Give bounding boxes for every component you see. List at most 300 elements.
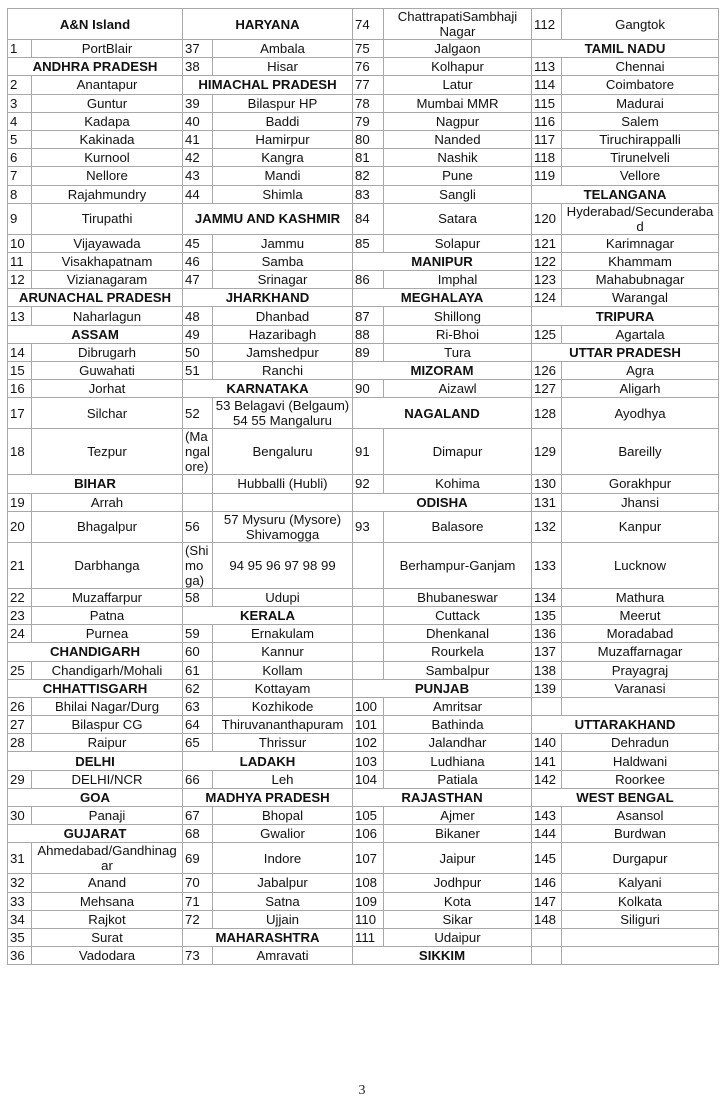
city-name: Bilaspur HP xyxy=(213,94,353,112)
city-name xyxy=(213,493,353,511)
city-name: Kakinada xyxy=(32,130,183,148)
city-number: 67 xyxy=(183,807,213,825)
state-header: PUNJAB xyxy=(353,679,532,697)
table-row xyxy=(8,149,719,167)
city-number: 52 xyxy=(183,398,213,429)
table-row xyxy=(8,588,719,606)
city-number xyxy=(353,588,384,606)
city-number: 100 xyxy=(353,697,384,715)
city-number: 34 xyxy=(8,910,32,928)
city-name: Gorakhpur xyxy=(562,475,719,493)
city-name: Kozhikode xyxy=(213,697,353,715)
city-number: 40 xyxy=(183,112,213,130)
city-name: Moradabad xyxy=(562,625,719,643)
city-number: 90 xyxy=(353,380,384,398)
city-name: Anantapur xyxy=(32,76,183,94)
table-row xyxy=(8,58,719,76)
city-number: 102 xyxy=(353,734,384,752)
city-name: Jammu xyxy=(213,234,353,252)
city-name: Mehsana xyxy=(32,892,183,910)
city-number: 144 xyxy=(532,825,562,843)
city-name: Ernakulam xyxy=(213,625,353,643)
city-number: 112 xyxy=(532,9,562,40)
city-number: 134 xyxy=(532,588,562,606)
city-name: Tiruchirappalli xyxy=(562,130,719,148)
table-row xyxy=(8,112,719,130)
city-number: 105 xyxy=(353,807,384,825)
city-number: 127 xyxy=(532,380,562,398)
city-name: Dehradun xyxy=(562,734,719,752)
city-name: Bhilai Nagar/Durg xyxy=(32,697,183,715)
state-header: UTTARAKHAND xyxy=(532,716,719,734)
city-number: 44 xyxy=(183,185,213,203)
city-number: 80 xyxy=(353,130,384,148)
city-name: DELHI/NCR xyxy=(32,770,183,788)
city-number: 123 xyxy=(532,271,562,289)
city-name: Guwahati xyxy=(32,362,183,380)
city-number: 61 xyxy=(183,661,213,679)
city-name: Jorhat xyxy=(32,380,183,398)
table-row xyxy=(8,40,719,58)
city-name: Hazaribagh xyxy=(213,325,353,343)
table-row xyxy=(8,892,719,910)
city-name: Bikaner xyxy=(384,825,532,843)
city-number: 130 xyxy=(532,475,562,493)
city-number: 125 xyxy=(532,325,562,343)
city-number: (Shimoga) xyxy=(183,542,213,588)
city-number: 108 xyxy=(353,874,384,892)
city-number: 63 xyxy=(183,697,213,715)
city-number: 60 xyxy=(183,643,213,661)
city-number: 79 xyxy=(353,112,384,130)
city-name: Tirunelveli xyxy=(562,149,719,167)
city-name: Dimapur xyxy=(384,429,532,475)
city-name: Coimbatore xyxy=(562,76,719,94)
state-header: HIMACHAL PRADESH xyxy=(183,76,353,94)
city-name: Vadodara xyxy=(32,947,183,965)
state-header: JHARKHAND xyxy=(183,289,353,307)
city-name: Kolhapur xyxy=(384,58,532,76)
city-number: 70 xyxy=(183,874,213,892)
city-name: PortBlair xyxy=(32,40,183,58)
city-number: 122 xyxy=(532,252,562,270)
city-number xyxy=(353,542,384,588)
city-name: Vellore xyxy=(562,167,719,185)
city-name: Kalyani xyxy=(562,874,719,892)
city-number: 107 xyxy=(353,843,384,874)
table-row xyxy=(8,493,719,511)
city-number: 28 xyxy=(8,734,32,752)
state-header: JAMMU AND KASHMIR xyxy=(183,203,353,234)
city-number: 68 xyxy=(183,825,213,843)
city-number: 7 xyxy=(8,167,32,185)
table-row xyxy=(8,643,719,661)
table-row xyxy=(8,234,719,252)
city-number: 113 xyxy=(532,58,562,76)
table-row xyxy=(8,185,719,203)
city-name xyxy=(562,947,719,965)
city-number: 75 xyxy=(353,40,384,58)
city-name: Baddi xyxy=(213,112,353,130)
city-number: 72 xyxy=(183,910,213,928)
state-header: MANIPUR xyxy=(353,252,532,270)
city-name: Sangli xyxy=(384,185,532,203)
city-number: 87 xyxy=(353,307,384,325)
city-number: 11 xyxy=(8,252,32,270)
table-row xyxy=(8,947,719,965)
city-name: Kolkata xyxy=(562,892,719,910)
city-number: 131 xyxy=(532,493,562,511)
city-number: 19 xyxy=(8,493,32,511)
city-number: 30 xyxy=(8,807,32,825)
city-name: Aligarh xyxy=(562,380,719,398)
city-number: 84 xyxy=(353,203,384,234)
city-number: 3 xyxy=(8,94,32,112)
city-name: Anand xyxy=(32,874,183,892)
city-name: Sambalpur xyxy=(384,661,532,679)
city-name: Karimnagar xyxy=(562,234,719,252)
city-number: 86 xyxy=(353,271,384,289)
city-number: 49 xyxy=(183,325,213,343)
city-number: 143 xyxy=(532,807,562,825)
table-row xyxy=(8,76,719,94)
city-number: 106 xyxy=(353,825,384,843)
city-name: Ri-Bhoi xyxy=(384,325,532,343)
city-name: Vizianagaram xyxy=(32,271,183,289)
city-number: 104 xyxy=(353,770,384,788)
city-name: Roorkee xyxy=(562,770,719,788)
city-number: 145 xyxy=(532,843,562,874)
state-header: GUJARAT xyxy=(8,825,183,843)
city-name: Jabalpur xyxy=(213,874,353,892)
table-row xyxy=(8,511,719,542)
city-name: Srinagar xyxy=(213,271,353,289)
table-row xyxy=(8,910,719,928)
city-name: Muzaffarnagar xyxy=(562,643,719,661)
table-row xyxy=(8,362,719,380)
city-name: Nashik xyxy=(384,149,532,167)
state-header: ANDHRA PRADESH xyxy=(8,58,183,76)
city-number: 133 xyxy=(532,542,562,588)
state-header: MADHYA PRADESH xyxy=(183,788,353,806)
table-row xyxy=(8,94,719,112)
city-number: 38 xyxy=(183,58,213,76)
city-name: Kota xyxy=(384,892,532,910)
city-name: Surat xyxy=(32,928,183,946)
state-header: ASSAM xyxy=(8,325,183,343)
city-number: 17 xyxy=(8,398,32,429)
city-name: Balasore xyxy=(384,511,532,542)
city-name: Cuttack xyxy=(384,606,532,624)
city-name: Udupi xyxy=(213,588,353,606)
city-name: Madurai xyxy=(562,94,719,112)
city-number: 146 xyxy=(532,874,562,892)
city-name: Hamirpur xyxy=(213,130,353,148)
state-header: TRIPURA xyxy=(532,307,719,325)
city-name: Khammam xyxy=(562,252,719,270)
city-number: 109 xyxy=(353,892,384,910)
table-row xyxy=(8,770,719,788)
city-name: Patiala xyxy=(384,770,532,788)
city-name: Samba xyxy=(213,252,353,270)
table-row xyxy=(8,697,719,715)
city-name: Latur xyxy=(384,76,532,94)
city-name: Kanpur xyxy=(562,511,719,542)
city-name: Jaipur xyxy=(384,843,532,874)
city-name xyxy=(562,928,719,946)
city-number: 20 xyxy=(8,511,32,542)
city-name: Leh xyxy=(213,770,353,788)
city-name: Chennai xyxy=(562,58,719,76)
city-name: Haldwani xyxy=(562,752,719,770)
state-header: GOA xyxy=(8,788,183,806)
city-number: 103 xyxy=(353,752,384,770)
city-number: 139 xyxy=(532,679,562,697)
table-row xyxy=(8,289,719,307)
city-name: Ujjain xyxy=(213,910,353,928)
city-name: Purnea xyxy=(32,625,183,643)
city-number: 117 xyxy=(532,130,562,148)
city-name: Kadapa xyxy=(32,112,183,130)
city-number: 140 xyxy=(532,734,562,752)
city-number: 43 xyxy=(183,167,213,185)
city-name: Ambala xyxy=(213,40,353,58)
city-name: Rajkot xyxy=(32,910,183,928)
city-name: Hubballi (Hubli) xyxy=(213,475,353,493)
city-number: 136 xyxy=(532,625,562,643)
city-number: 138 xyxy=(532,661,562,679)
city-name: Rajahmundry xyxy=(32,185,183,203)
city-name: Varanasi xyxy=(562,679,719,697)
city-number: 91 xyxy=(353,429,384,475)
city-name: Asansol xyxy=(562,807,719,825)
city-number: 5 xyxy=(8,130,32,148)
city-number: 21 xyxy=(8,542,32,588)
city-number: 110 xyxy=(353,910,384,928)
city-number: 65 xyxy=(183,734,213,752)
city-name: Lucknow xyxy=(562,542,719,588)
table-row xyxy=(8,9,719,40)
city-number: 83 xyxy=(353,185,384,203)
city-list-table-container xyxy=(7,0,718,965)
city-number: 121 xyxy=(532,234,562,252)
city-name: Amritsar xyxy=(384,697,532,715)
city-name: Bengaluru xyxy=(213,429,353,475)
city-name: Patna xyxy=(32,606,183,624)
city-name: Chandigarh/Mohali xyxy=(32,661,183,679)
table-row xyxy=(8,807,719,825)
city-name: Nagpur xyxy=(384,112,532,130)
city-number: 135 xyxy=(532,606,562,624)
city-number: (Mangalore) xyxy=(183,429,213,475)
state-header: KERALA xyxy=(183,606,353,624)
city-name: Kurnool xyxy=(32,149,183,167)
city-number: 111 xyxy=(353,928,384,946)
city-number: 26 xyxy=(8,697,32,715)
city-number: 39 xyxy=(183,94,213,112)
city-number: 13 xyxy=(8,307,32,325)
table-row xyxy=(8,271,719,289)
city-name: Shillong xyxy=(384,307,532,325)
city-name: Tirupathi xyxy=(32,203,183,234)
city-number xyxy=(183,493,213,511)
city-number: 137 xyxy=(532,643,562,661)
city-name: Tura xyxy=(384,343,532,361)
table-row xyxy=(8,252,719,270)
city-name: Ranchi xyxy=(213,362,353,380)
city-number: 27 xyxy=(8,716,32,734)
state-header: A&N Island xyxy=(8,9,183,40)
table-row xyxy=(8,661,719,679)
city-number: 59 xyxy=(183,625,213,643)
city-number xyxy=(532,697,562,715)
city-number: 32 xyxy=(8,874,32,892)
city-number: 9 xyxy=(8,203,32,234)
city-name: Ayodhya xyxy=(562,398,719,429)
city-number: 1 xyxy=(8,40,32,58)
city-name: Kohima xyxy=(384,475,532,493)
city-number: 23 xyxy=(8,606,32,624)
page-number: 3 xyxy=(358,1083,366,1099)
city-number: 69 xyxy=(183,843,213,874)
table-row xyxy=(8,679,719,697)
state-header: MEGHALAYA xyxy=(353,289,532,307)
city-number: 15 xyxy=(8,362,32,380)
state-header: CHHATTISGARH xyxy=(8,679,183,697)
city-name: Solapur xyxy=(384,234,532,252)
city-name: Jodhpur xyxy=(384,874,532,892)
city-number: 50 xyxy=(183,343,213,361)
city-name: Warangal xyxy=(562,289,719,307)
city-number: 147 xyxy=(532,892,562,910)
state-header: MIZORAM xyxy=(353,362,532,380)
city-name: Imphal xyxy=(384,271,532,289)
city-number: 46 xyxy=(183,252,213,270)
city-number: 101 xyxy=(353,716,384,734)
city-name: Raipur xyxy=(32,734,183,752)
city-name: Berhampur-Ganjam xyxy=(384,542,532,588)
city-number: 88 xyxy=(353,325,384,343)
city-name: 57 Mysuru (Mysore) Shivamogga xyxy=(213,511,353,542)
city-number: 73 xyxy=(183,947,213,965)
table-row xyxy=(8,343,719,361)
city-number: 37 xyxy=(183,40,213,58)
city-name: Indore xyxy=(213,843,353,874)
city-name: Agartala xyxy=(562,325,719,343)
city-name: Satna xyxy=(213,892,353,910)
city-number: 22 xyxy=(8,588,32,606)
city-name: Mathura xyxy=(562,588,719,606)
table-row xyxy=(8,542,719,588)
city-number: 2 xyxy=(8,76,32,94)
city-name: Kangra xyxy=(213,149,353,167)
city-name: Bilaspur CG xyxy=(32,716,183,734)
city-number: 62 xyxy=(183,679,213,697)
city-number: 6 xyxy=(8,149,32,167)
city-name: Mumbai MMR xyxy=(384,94,532,112)
city-number: 124 xyxy=(532,289,562,307)
city-name: Durgapur xyxy=(562,843,719,874)
table-row xyxy=(8,429,719,475)
city-name: Sikar xyxy=(384,910,532,928)
table-row xyxy=(8,307,719,325)
city-number: 33 xyxy=(8,892,32,910)
city-number: 81 xyxy=(353,149,384,167)
city-number: 48 xyxy=(183,307,213,325)
city-name: 53 Belagavi (Belgaum) 54 55 Mangaluru xyxy=(213,398,353,429)
city-name: Guntur xyxy=(32,94,183,112)
city-number: 64 xyxy=(183,716,213,734)
table-body xyxy=(8,9,719,965)
city-number: 18 xyxy=(8,429,32,475)
city-name: Jalgaon xyxy=(384,40,532,58)
city-number: 92 xyxy=(353,475,384,493)
city-name: Kottayam xyxy=(213,679,353,697)
city-name: Bareilly xyxy=(562,429,719,475)
city-number: 74 xyxy=(353,9,384,40)
city-name: Mandi xyxy=(213,167,353,185)
city-name: Tezpur xyxy=(32,429,183,475)
city-number xyxy=(353,606,384,624)
state-header: ARUNACHAL PRADESH xyxy=(8,289,183,307)
city-name: Thrissur xyxy=(213,734,353,752)
table-row xyxy=(8,380,719,398)
table-row xyxy=(8,167,719,185)
city-name: Ahmedabad/Gandhinagar xyxy=(32,843,183,874)
city-number: 89 xyxy=(353,343,384,361)
city-name: Udaipur xyxy=(384,928,532,946)
city-number: 71 xyxy=(183,892,213,910)
city-number: 115 xyxy=(532,94,562,112)
state-header: DELHI xyxy=(8,752,183,770)
city-number: 118 xyxy=(532,149,562,167)
table-row xyxy=(8,475,719,493)
city-number: 85 xyxy=(353,234,384,252)
city-number: 45 xyxy=(183,234,213,252)
city-name: Hisar xyxy=(213,58,353,76)
table-row xyxy=(8,752,719,770)
city-number: 128 xyxy=(532,398,562,429)
city-name: Silchar xyxy=(32,398,183,429)
city-name: Aizawl xyxy=(384,380,532,398)
city-number: 126 xyxy=(532,362,562,380)
city-number: 25 xyxy=(8,661,32,679)
city-name: Thiruvananthapuram xyxy=(213,716,353,734)
city-name: Bhagalpur xyxy=(32,511,183,542)
city-name: Dhanbad xyxy=(213,307,353,325)
table-row xyxy=(8,788,719,806)
city-number: 41 xyxy=(183,130,213,148)
city-name: Gwalior xyxy=(213,825,353,843)
city-number: 4 xyxy=(8,112,32,130)
city-name: Visakhapatnam xyxy=(32,252,183,270)
table-row xyxy=(8,606,719,624)
city-number: 12 xyxy=(8,271,32,289)
state-header: HARYANA xyxy=(183,9,353,40)
city-number: 93 xyxy=(353,511,384,542)
city-name: Kannur xyxy=(213,643,353,661)
city-name: Amravati xyxy=(213,947,353,965)
state-header: UTTAR PRADESH xyxy=(532,343,719,361)
city-number xyxy=(353,661,384,679)
city-number: 24 xyxy=(8,625,32,643)
city-number: 10 xyxy=(8,234,32,252)
state-header: CHANDIGARH xyxy=(8,643,183,661)
city-name: Satara xyxy=(384,203,532,234)
table-row xyxy=(8,625,719,643)
city-number: 116 xyxy=(532,112,562,130)
city-number: 36 xyxy=(8,947,32,965)
